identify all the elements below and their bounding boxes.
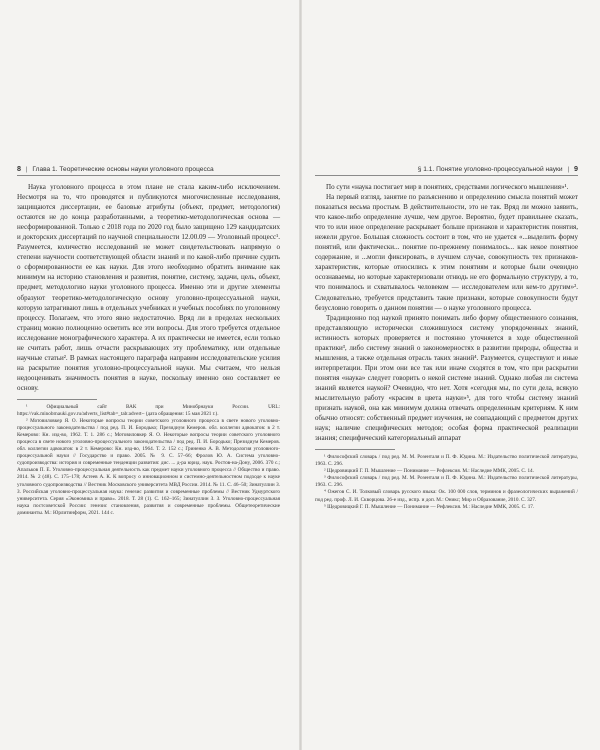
chapter-title: Глава 1. Теоретические основы науки уголовного процесса xyxy=(32,166,214,173)
right-page-header xyxy=(315,163,578,175)
footnote-separator xyxy=(17,399,97,400)
right-page xyxy=(315,163,578,511)
footnote: ⁵ Щедровицкий Г. П. Мышление — Понимание — Рефлексия. М.: Наследие ММК, 2005. С. 17. xyxy=(324,503,535,510)
right-footnotes xyxy=(315,454,578,510)
right-page-number: 9 xyxy=(574,164,578,173)
left-body-text xyxy=(17,182,280,393)
footnote-separator xyxy=(315,449,395,450)
left-page-header xyxy=(17,163,280,175)
paragraph: По сути «наука постигает мир в понятиях, средствами логического мышления»¹. xyxy=(326,183,569,191)
section-title: § 1.1. Понятие уголовно-процессуальной науки xyxy=(417,166,563,173)
paragraph: Традиционно под наукой принято понимать либо форму общественного сознания, представляющую исторически сложившуюся систему упорядоченных знаний, истинность которых проверяется и постоянно уточняется в ходе общественной практики³, либо систему знаний о закономерностях в развитии природы, общества и мышления, а также отдельная отрасль таких знаний⁴. Разумеется, существуют и иные интерпретации. При этом они все так или иначе сходятся в том, что при раскрытии понятия «наука» следует говорить о некой системе знаний. Однако любая ли система знаний является наукой? Очевидно, что нет. Хотя «сегодня мы, по сути дела, всякую мыслительную работу «красим в цвета науки»⁵, для того чтобы систему знаний признать наукой, она как минимум должна отвечать определенным критериям. К ним обычно относят: собственный предмет изучения, не совпадающий с предметом других наук; наличие специфических методов; особая форма практической реализации знания; специфический категориальный аппарат xyxy=(315,313,578,443)
left-page xyxy=(17,163,280,517)
header-rule xyxy=(17,175,280,176)
footnote: ² Мотовиловкер Я. О. Некоторые вопросы теории советского уголовного процесса в свете нового уголовно-процессуального законодательства / под ред. П. И. Бородько; Президиум Кемеров. обл. коллегии адвокатов: в 2 т. Кемерово: Кн. изд-во, 1962. Т. 1. 286 с.; Мотовиловкер Я. О. Некоторые вопросы теории советского уголовного процесса в свете нового уголовно-процессуального законодательства / под ред. П. И. Бородько; Президиум Кемеров. обл. коллегии адвокатов: в 2 т. Кемерово: Кн. изд-во, 1964. Т. 2. 152 с.; Гриненко А. В. Методология уголовного-процессуальной науки // Государство и право. 2005. № 9. С. 57–66; Фролов Ю. А. Система уголовно-судопроизводства: история и современные тенденции развития: дис. ... д-ра юрид. наук. Ростов-на-Дону, 2006. 370 с.; Апальков П. Е. Уголовно-процессуальная деятельность как предмет науки уголовного процесса // Общество и право. 2014. № 2 (48). С. 175–178; Астеев А. К. К вопросу о инновационном и системно-деятельностном подходе к науке уголовного судопроизводства // Вестник Московского университета МВД России. 2014. № 11. С. 46–50; Зинатуллин З. З. Российская уголовно-процессуальная наука: генезис развития и современные проблемы // Вестник Удмуртского университета. Серия «Экономика и право». 2018. Т. 28 (1). С. 162–165; Зинатуллин З. З. Уголовно-процессуальная наука постсоветской России: генезис становления, развития и современные проблемы. Общетеоретические доминанты. М.: Юрлитинформ, 2021. 144 с. xyxy=(17,418,280,516)
book-spine xyxy=(299,0,302,750)
footnote: ⁴ Ожегов С. И. Толковый словарь русского языка: Ок. 100 000 слов, терминов и фразеологических выражений / под ред. проф. Л. И. Скворцова. 26-е изд., испр. и доп. М.: Оникс; Мир и Образование, 2010. С. 327. xyxy=(315,489,578,503)
header-rule xyxy=(315,175,578,176)
header-divider: | xyxy=(567,166,570,173)
footnote: ³ Философский словарь / под ред. М. М. Розенталя и П. Ф. Юдина. М.: Издательство политической литературы, 1963. С. 296. xyxy=(315,475,578,489)
left-page-number: 8 xyxy=(17,164,21,173)
footnote: ¹ Официальный сайт ВАК при Минобрнауки России. URL: https://vak.minobrnauki.gov.ru/adverts_list#tab=_tab:advert~ (дата обращения: 15 мая 2021 г.). xyxy=(17,403,280,418)
paragraph: Наука уголовного процесса в этом плане не стала каким-либо исключением. Несмотря на то, что проводятся и публикуются многочисленные исследования, защищаются диссертации, ее базовые атрибуты (объект, предмет, методология) остаются не до конца разработанными, а теоретико-методологическая основа — несформированной. Только с 2018 года по 2020 год было защищено 129 кандидатских и докторских диссертаций по научной специальности 12.00.09 — Уголовный процесс¹. Разумеется, количество исследований не может свидетельствовать напрямую о степени научности соответствующей области знаний и по какой-либо причине судить о сформированности ее как науки. Для этого необходимо обратить внимание как минимум на историю становления и развития, понятие, систему, задачи, цель, объект, предмет, методологию науки уголовного процесса. Именно эти и другие элементы образуют теоретико-методологическую основу уголовно-процессуальной науки, которую затрагивают лишь в отдельных учебниках и учебных пособиях по уголовному процессу. Полагаем, что этого явно недостаточно. Вряд ли в пределах нескольких страниц можно полноценно осветить все эти вопросы. Для этого требуется отдельное исследование монографического характера. А их практически не имеется, если только не считать работ, лишь отчасти раскрывающих эту проблематику, или отдельные научные статьи². В рамках настоящего параграфа направим исследовательские усилия на раскрытие понятия уголовно-процессуальной науки. Мы считаем, что нельзя недооценивать значимость понятия в науке, поскольку именно оно составляет ее основу. xyxy=(17,183,280,392)
right-body-text xyxy=(315,182,578,443)
paragraph: На первый взгляд, занятие по разъяснению и определению смысла понятий может показаться весьма простым. В действительности, это не так. Вряд ли можно заявить, что какое-либо определение лучше, чем другое. Вероятно, будет правильнее сказать, что то или иное определение раскрывает больше признаков и характеристик понятия, нежели другое. Большая сложность состоит в том, что не удается «...выделить форму понятий, или фактически... понятие по-прежнему понималось... как некое понятное содержание, и ...могли фиксировать, в лучшем случае, совокупность тех признаков-характеристик, которые относились к этим понятиям и которые были очевидно осознаваемы, но которые характеризовали отнюдь не его формальную структуру, а то, что понималось и схватывалось человеком — исследователем или кем-то другим»². Следовательно, требуется представить такие признаки, которые совокупности будут безусловно говорить о данном понятии — о науке уголовного процесса. xyxy=(315,193,578,312)
footnote: ¹ Философский словарь / под ред. М. М. Розенталя и П. Ф. Юдина. М.: Издательство политической литературы, 1963. С. 296. xyxy=(315,454,578,468)
footnote: ² Щедровицкий Г. П. Мышление — Понимание — Рефлексия. М.: Наследие ММК, 2005. С. 14. xyxy=(324,468,534,475)
header-divider: | xyxy=(25,166,28,173)
left-footnotes xyxy=(17,404,280,517)
